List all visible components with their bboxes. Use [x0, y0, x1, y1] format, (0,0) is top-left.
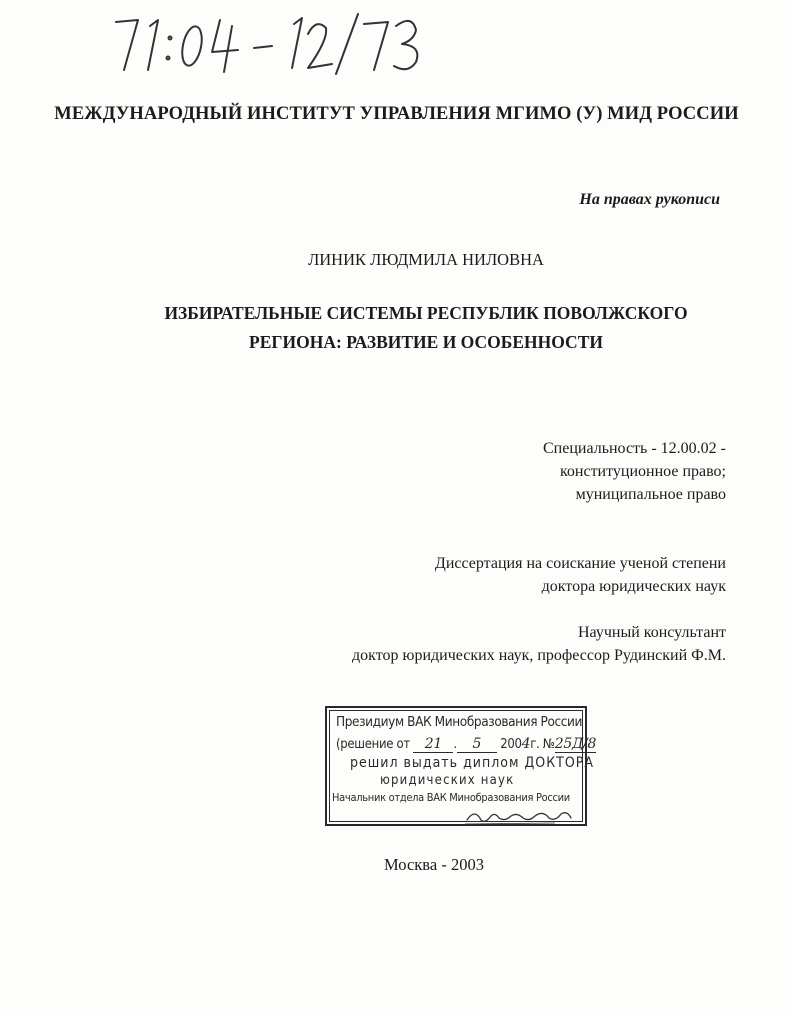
stamp-year-prefix: 200	[500, 737, 522, 752]
stamp-decision-prefix: (решение от	[336, 737, 410, 752]
title-line-2: РЕГИОНА: РАЗВИТИЕ И ОСОБЕННОСТИ	[249, 332, 603, 352]
scientific-consultant-block	[250, 621, 726, 667]
consultant-label: Научный консультант	[578, 624, 726, 641]
stamp-line-head: Начальник отдела ВАК Минобразования России	[332, 791, 570, 804]
author-name: ЛИНИК ЛЮДМИЛА НИЛОВНА	[308, 250, 544, 269]
stamp-number: 25Д/8	[554, 736, 597, 752]
vak-stamp-inner	[329, 710, 597, 822]
degree-line-2: доктора юридических наук	[541, 578, 726, 595]
stamp-line-diploma: решил выдать диплом ДОКТОРА	[350, 755, 594, 771]
specialty-line-3: муниципальное право	[575, 486, 726, 503]
handwritten-code-drawing	[112, 8, 432, 80]
stamp-line-presidium: Президиум ВАК Минобразования России	[336, 714, 583, 730]
specialty-block	[380, 437, 726, 506]
stamp-day: 21	[413, 736, 453, 753]
manuscript-rights-note: На правах рукописи	[579, 191, 720, 208]
signature-drawing	[465, 806, 575, 826]
dissertation-title	[0, 299, 793, 357]
stamp-month: 5	[457, 736, 497, 753]
vak-stamp	[325, 706, 597, 826]
title-line-1: ИЗБИРАТЕЛЬНЫЕ СИСТЕМЫ РЕСПУБЛИК ПОВОЛЖСКОГО	[164, 303, 688, 323]
degree-line-1: Диссертация на соискание ученой степени	[434, 555, 726, 572]
institute-name: МЕЖДУНАРОДНЫЙ ИНСТИТУТ УПРАВЛЕНИЯ МГИМО (У) МИД РОССИИ	[54, 104, 739, 124]
city-year: Москва - 2003	[384, 855, 484, 874]
stamp-line-science: юридических наук	[380, 773, 515, 788]
stamp-year-digit: 4	[521, 736, 531, 752]
dissertation-degree-block	[330, 552, 726, 598]
specialty-line-1: Специальность - 12.00.02 -	[543, 440, 726, 457]
consultant-name: доктор юридических наук, профессор Рудинский Ф.М.	[352, 647, 726, 664]
stamp-day-sep: .	[453, 737, 457, 752]
specialty-line-2: конституционное право;	[559, 463, 726, 480]
handwritten-code	[112, 8, 432, 80]
stamp-year-suffix: г. №	[530, 737, 555, 752]
stamp-line-decision	[336, 736, 596, 753]
